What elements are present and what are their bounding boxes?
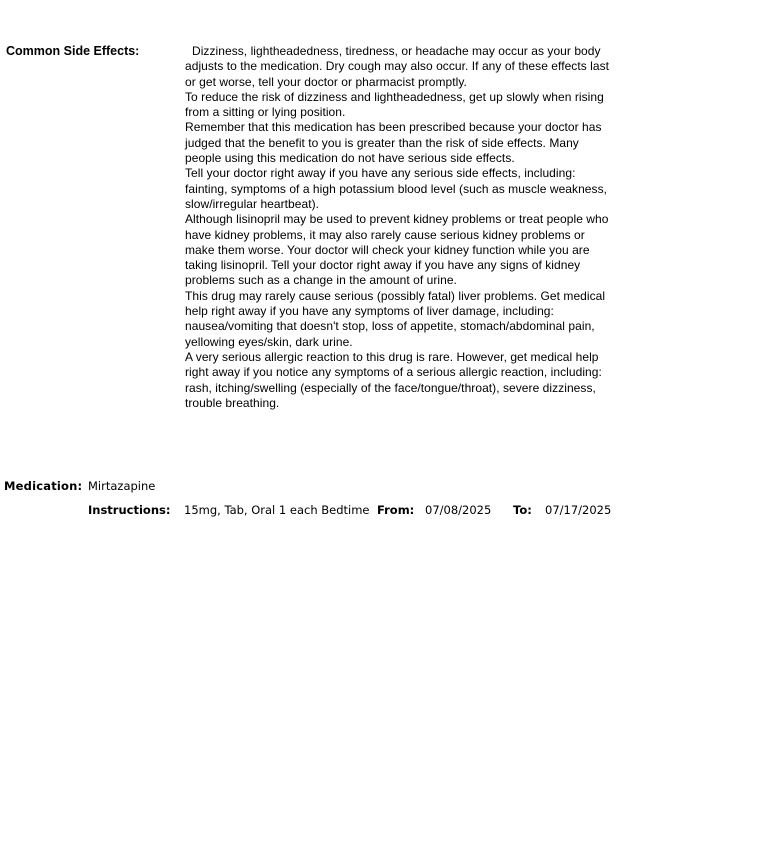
to-label: To:: [513, 503, 532, 517]
from-label: From:: [377, 503, 415, 517]
side-effects-paragraph: Although lisinopril may be used to prevent kidney problems or treat people who have kidney problems, it may also rarely cause serious kidney problems or make them worse. Your doctor will check your kidney function while you are taking lisinopril. Tell your doctor right away if you have any signs of kidney problems such as a change in the amount of urine.: [185, 212, 609, 288]
side-effects-body: [185, 44, 610, 411]
to-date: 07/17/2025: [545, 503, 612, 517]
instructions-value: 15mg, Tab, Oral 1 each Bedtime: [184, 503, 370, 517]
side-effects-paragraph: A very serious allergic reaction to this drug is rare. However, get medical help right away if you notice any symptoms of a serious allergic reaction, including: rash, itching/swelling (especially of the face/tongue/throat), severe dizziness, trouble breathing.: [185, 349, 602, 410]
side-effects-paragraph: Tell your doctor right away if you have any serious side effects, including: fainting, symptoms of a high potassium blood level (such as muscle weakness, slow/irregular heartbeat).: [185, 166, 608, 211]
side-effects-heading: Common Side Effects:: [6, 44, 140, 58]
medication-name: Mirtazapine: [88, 479, 156, 493]
from-date: 07/08/2025: [425, 503, 492, 517]
side-effects-paragraph: Remember that this medication has been prescribed because your doctor has judged that the benefit to you is greater than the risk of side effects. Many people using this medication do not have serious side effects.: [185, 120, 602, 166]
medication-label: Medication:: [4, 479, 83, 493]
side-effects-paragraph: This drug may rarely cause serious (possibly fatal) liver problems. Get medical help right away if you have any symptoms of liver damage, including: nausea/vomiting that doesn't stop, loss of appetite, stomach/abdominal pain, yellowing eyes/skin, dark urine.: [185, 288, 606, 349]
side-effects-paragraph: Dizziness, lightheadedness, tiredness, or headache may occur as your body adjusts to the medication. Dry cough may also occur. If any of these effects last or get worse, tell your doctor or pharmacist promptly.: [185, 44, 610, 89]
instructions-label: Instructions:: [88, 503, 171, 517]
side-effects-paragraph: To reduce the risk of dizziness and lightheadedness, get up slowly when rising from a sitting or lying position.: [185, 89, 604, 120]
